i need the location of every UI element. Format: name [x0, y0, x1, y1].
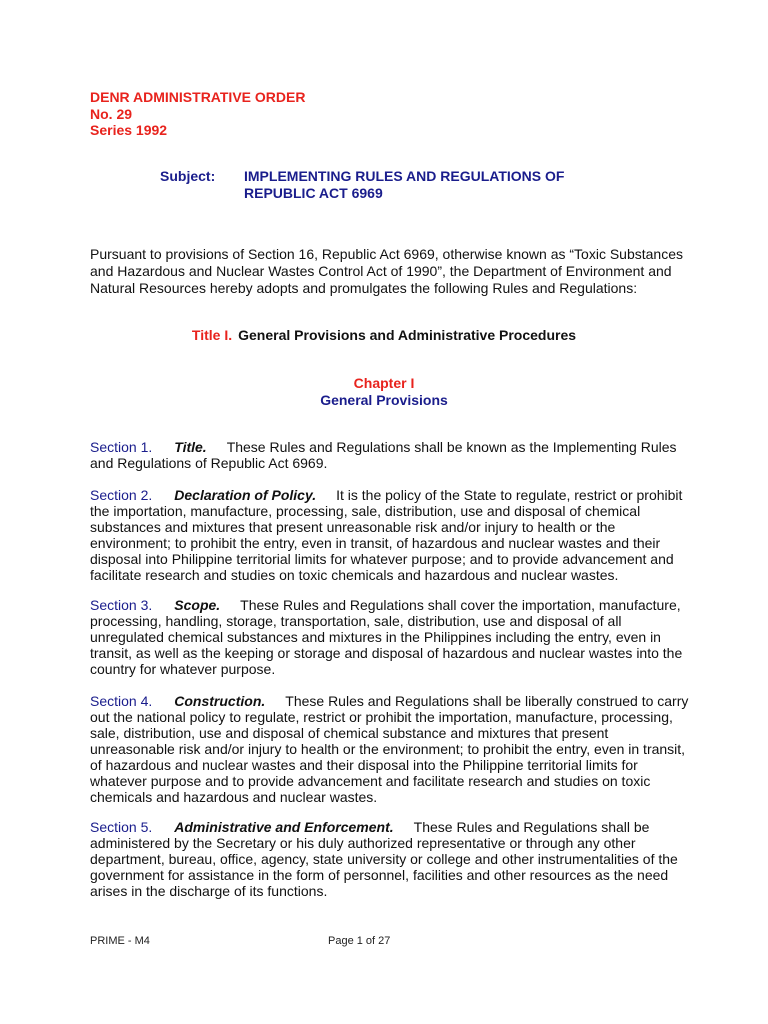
section-5 [90, 819, 690, 899]
title-label: Title I. [191, 327, 233, 343]
section-body: These Rules and Regulations shall cover the importation, manufacture, processing, handling, storage, transportation, sale, distribution, use and disposal of all unregulated chemical substances and mixtures in the Philippines including the entry, even in transit, as well as the keeping or storage and disposal of hazardous and nuclear wastes into the country for whatever purpose. [90, 597, 683, 677]
section-title: Declaration of Policy. [174, 487, 317, 503]
section-2 [90, 487, 690, 583]
order-title: DENR ADMINISTRATIVE ORDER [90, 89, 306, 105]
section-body: These Rules and Regulations shall be known as the Implementing Rules and Regulations of Republic Act 6969. [90, 439, 677, 471]
section-body: These Rules and Regulations shall be liberally construed to carry out the national policy to regulate, restrict or prohibit the importation, manufacture, processing, sale, distribution, use and disposal of chemical substance and mixtures that present unreasonable risk and/or injury to health or the environment; to prohibit the entry, even in transit, of hazardous and nuclear wastes and their disposal into the Philippine territorial limits for whatever purpose and to provide advancement and facilitate research and studies on toxic chemicals and hazardous and nuclear wastes. [90, 693, 689, 805]
section-label: Section 3. [90, 597, 153, 613]
chapter-number: Chapter I [353, 375, 415, 391]
section-title: Title. [174, 439, 207, 455]
section-title: Administrative and Enforcement. [174, 819, 394, 835]
footer-left: PRIME - M4 [90, 935, 150, 947]
section-3 [90, 597, 690, 677]
order-header [90, 89, 305, 139]
section-label: Section 5. [90, 819, 153, 835]
subject-text [244, 168, 624, 202]
section-label: Section 1. [90, 439, 153, 455]
subject-line-2: REPUBLIC ACT 6969 [244, 185, 383, 201]
subject-label: Subject: [160, 168, 216, 184]
order-series: Series 1992 [90, 122, 168, 138]
footer-page-number: Page 1 of 27 [328, 935, 391, 947]
order-number: No. 29 [90, 105, 133, 122]
subject-line-1: IMPLEMENTING RULES AND REGULATIONS OF [244, 168, 565, 184]
section-title: Scope. [174, 597, 221, 613]
intro-paragraph: Pursuant to provisions of Section 16, Republic Act 6969, otherwise known as “Toxic Substances and Hazardous and Nuclear Wastes Control Act of 1990”, the Department of Environment and Natural Resources hereby adopts and promulgates the following Rules and Regulations: [90, 246, 683, 296]
section-4 [90, 693, 690, 805]
section-label: Section 2. [90, 487, 153, 503]
section-title: Construction. [174, 693, 266, 709]
section-1 [90, 439, 690, 471]
chapter-name: General Provisions [320, 391, 448, 408]
chapter-heading [0, 375, 768, 408]
title-heading [0, 327, 768, 344]
section-body: These Rules and Regulations shall be administered by the Secretary or his duly authorized representative or through any other department, bureau, office, agency, state university or college and other instrumentalities of the government for assistance in the form of personnel, facilities and other resources as the need arises in the discharge of its functions. [90, 819, 678, 899]
section-body: It is the policy of the State to regulate, restrict or prohibit the importation, manufacture, processing, sale, distribution, use and disposal of chemical substances and mixtures that present unreasonable risk and/or injury to health or the environment; to prohibit the entry, even in transit, of hazardous and nuclear wastes and their disposal into Philippine territorial limits for whatever purpose; and to provide advancement and facilitate research and studies on toxic chemicals and hazardous and nuclear wastes. [90, 487, 683, 583]
section-label: Section 4. [90, 693, 153, 709]
title-text: General Provisions and Administrative Procedures [238, 327, 577, 343]
